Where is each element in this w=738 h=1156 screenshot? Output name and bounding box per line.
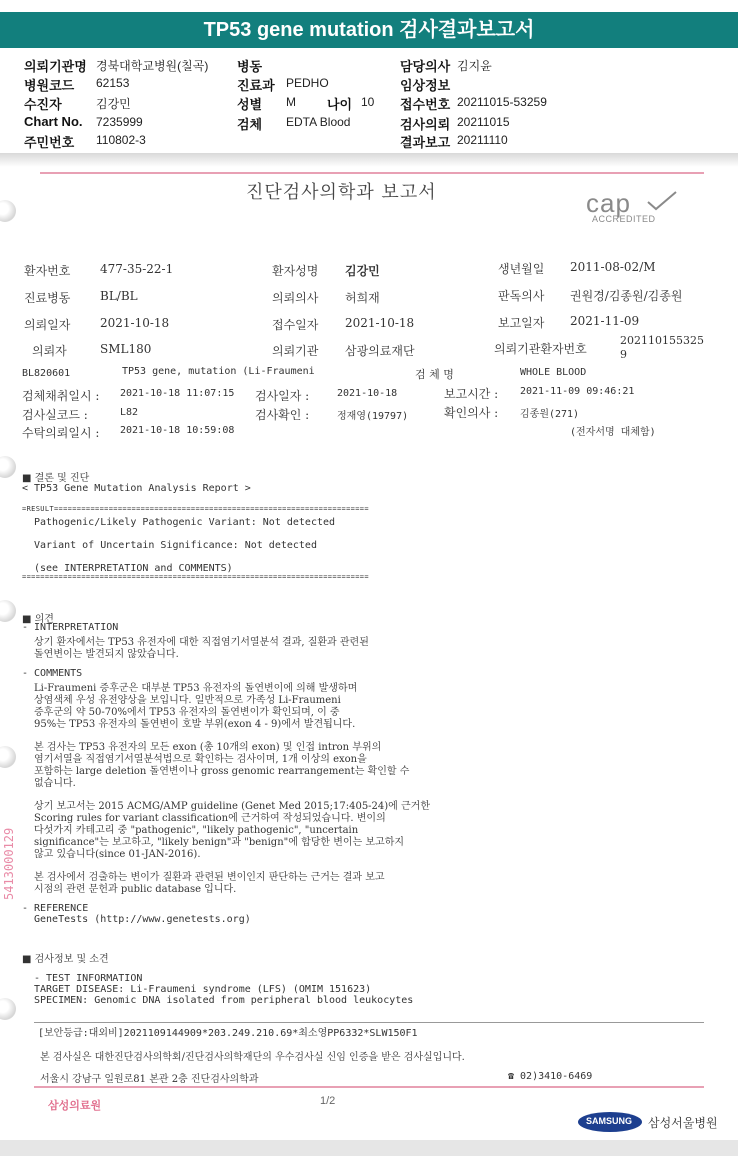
result-line: Pathogenic/Likely Pathogenic Variant: Not detected <box>34 517 336 528</box>
hospital-name: 삼성서울병원 <box>648 1116 718 1130</box>
lab-phone: ☎ 02)3410-6469 <box>508 1071 593 1082</box>
report-time-label: 보고시간 : <box>444 387 499 401</box>
patient-label: 의뢰기관환자번호 <box>494 342 587 356</box>
confirm-value: 정재영(19797) <box>337 411 409 422</box>
patient-value: 2021-11-09 <box>570 314 640 328</box>
header-label: 임상정보 <box>400 78 451 93</box>
guideline-line: 상기 보고서는 2015 ACMG/AMP guideline (Genet Med 2015;17:405-24)에 근거한 <box>34 801 430 812</box>
security-line: [보안등급:대외비]2021109144909*203.249.210.69*최소영PP6332*SLW150F1 <box>38 1028 418 1039</box>
reference-heading: - REFERENCE <box>22 903 89 914</box>
punch-hole <box>0 456 16 478</box>
report-banner <box>0 12 738 48</box>
checkmark-icon <box>646 190 678 212</box>
header-divider <box>0 153 738 167</box>
patient-label: 판독의사 <box>498 289 545 303</box>
patient-value: SML180 <box>100 342 152 356</box>
target-disease: TARGET DISEASE: Li-Fraumeni syndrome (LFS) (OMIM 151623) <box>34 984 372 995</box>
header-label: 나이 <box>327 97 353 112</box>
header-value: 62153 <box>96 76 130 90</box>
patient-value: 9 <box>620 348 627 361</box>
result-subtitle: < TP53 Gene Mutation Analysis Report > <box>22 483 251 494</box>
patient-value: BL/BL <box>100 289 138 303</box>
header-label: 진료과 <box>237 78 275 93</box>
header-label: 접수번호 <box>400 97 451 112</box>
patient-value: 202110155325 <box>620 334 704 347</box>
comment-line: 상염색체 우성 유전양상을 보입니다. 일반적으로 가족성 Li-Fraumeni <box>34 695 341 706</box>
header-value: 김강민 <box>96 97 131 111</box>
basis-line: 본 검사에서 검출하는 변이가 질환과 관련된 변이인지 판단하는 근거는 결과 보고 <box>34 872 385 883</box>
specimen-value: WHOLE BLOOD <box>520 367 587 378</box>
header-label: 검사의뢰 <box>400 117 451 132</box>
comment-line: 95%는 TP53 유전자의 돌연변이 호발 부위(exon 4 - 9)에서 발견됩니다. <box>34 719 356 730</box>
patient-label: 의뢰기관 <box>272 344 319 358</box>
recv-value: 2021-10-18 10:59:08 <box>120 425 235 436</box>
test-name: TP53 gene, mutation (Li-Fraumeni <box>122 366 315 377</box>
patient-label: 의뢰의사 <box>272 291 319 305</box>
request-header <box>0 52 738 152</box>
header-label: 의뢰기관명 <box>24 59 87 74</box>
header-value: 110802-3 <box>96 133 146 147</box>
header-value: 20211015 <box>457 115 510 129</box>
method-line: 염기서열을 직접염기서열분석법으로 확인하는 검사이며, 1개 이상의 exon을 <box>34 754 367 765</box>
header-value: M <box>286 95 296 109</box>
patient-label: 진료병동 <box>24 291 71 305</box>
header-label: 결과보고 <box>400 135 451 150</box>
exam-date-value: 2021-10-18 <box>337 388 398 399</box>
info-heading: ■ 검사정보 및 소견 <box>22 954 109 965</box>
result-rule-bottom: ============================================================================ <box>22 573 369 581</box>
header-label: 성별 <box>237 97 263 112</box>
certification-line: 본 검사실은 대한진단검사의학회/진단검사의학재단의 우수검사실 신임 인증을 받은 검사실입니다. <box>40 1052 465 1063</box>
samsung-logo-text: SAMSUNG <box>586 1116 633 1126</box>
header-label: 수진자 <box>24 97 62 112</box>
comment-line: Li-Fraumeni 증후군은 대부분 TP53 유전자의 돌연변이에 의해 발생하며 <box>34 683 358 694</box>
opinion-heading: ■ 의견 <box>22 614 54 625</box>
patient-label: 환자번호 <box>24 264 71 278</box>
patient-value: 삼광의료재단 <box>345 344 415 358</box>
interpretation-line: 돌연변이는 발견되지 않았습니다. <box>34 649 179 660</box>
top-pink-line <box>40 172 704 174</box>
page-number: 1/2 <box>320 1095 336 1107</box>
page-bottom-bar <box>0 1140 738 1156</box>
side-document-number: 5413000129 <box>2 827 16 900</box>
patient-label: 생년월일 <box>498 262 545 276</box>
specimen-info: SPECIMEN: Genomic DNA isolated from peripheral blood leukocytes <box>34 995 414 1006</box>
footer-brand: 삼성의료원 <box>48 1100 102 1112</box>
patient-value: 권원경/김종원/김종원 <box>570 289 683 303</box>
header-value: EDTA Blood <box>286 115 351 129</box>
banner-title: TP53 gene mutation 검사결과보고서 <box>203 19 535 41</box>
guideline-line: significance"는 보고하고, "likely benign"과 "benign"에 합당한 변이는 보고하지 <box>34 837 405 848</box>
guideline-line: 않고 있습니다(since 01-JAN-2016). <box>34 849 201 860</box>
collect-label: 검체채취일시 : <box>22 389 100 403</box>
cap-logo <box>586 190 686 226</box>
specimen-label: 검 체 명 <box>415 368 454 381</box>
doctor-label: 확인의사 : <box>444 406 499 420</box>
basis-line: 시점의 관련 문헌과 public database 입니다. <box>34 884 237 895</box>
result-line: (see INTERPRETATION and COMMENTS) <box>34 563 233 574</box>
test-code: BL820601 <box>22 368 71 379</box>
room-label: 검사실코드 : <box>22 408 88 422</box>
cap-accredited: ACCREDITED <box>592 214 656 224</box>
guideline-line: Scoring rules for variant classification에 근거하여 작성되었습니다. 변이의 <box>34 813 386 824</box>
cap-logo-text: cap <box>586 188 631 218</box>
result-section-heading: ■ 결론 및 진단 <box>22 473 90 484</box>
patient-value: 2011-08-02/M <box>570 260 656 274</box>
collect-value: 2021-10-18 11:07:15 <box>120 388 235 399</box>
patient-value: 김강민 <box>345 264 380 278</box>
reference-link: GeneTests (http://www.genetests.org) <box>34 914 251 925</box>
interpretation-line: 상기 환자에서는 TP53 유전자에 대한 직접염기서열분석 결과, 질환과 관련된 <box>34 637 369 648</box>
punch-hole <box>0 998 16 1020</box>
comment-line: 증후군의 약 50-70%에서 TP53 유전자의 돌연변이가 확인되며, 이 중 <box>34 707 340 718</box>
lab-address: 서울시 강남구 일원로81 본관 2층 진단검사의학과 <box>40 1074 259 1085</box>
room-value: L82 <box>120 407 139 418</box>
recv-label: 수탁의뢰일시 : <box>22 426 100 440</box>
patient-label: 접수일자 <box>272 318 319 332</box>
header-value: 7235999 <box>96 115 143 129</box>
result-rule-top: =RESULT===================================================================== <box>22 505 369 513</box>
patient-label: 환자성명 <box>272 264 319 278</box>
confirm-label: 검사확인 : <box>255 408 310 422</box>
header-value: 김지윤 <box>457 59 492 73</box>
report-title: 진단검사의학과 보고서 <box>246 182 437 203</box>
doctor-value: 김종원(271) <box>520 409 580 420</box>
patient-value: 477-35-22-1 <box>100 262 174 276</box>
esign-note: (전자서명 대체함) <box>570 427 656 438</box>
patient-value: 허희재 <box>345 291 380 305</box>
scanned-report <box>0 168 738 1140</box>
patient-label: 의뢰자 <box>32 344 67 358</box>
patient-value: 2021-10-18 <box>100 316 170 330</box>
method-line: 없습니다. <box>34 778 76 789</box>
header-value: 10 <box>361 95 375 109</box>
result-line: Variant of Uncertain Significance: Not detected <box>34 540 317 551</box>
header-label: 병원코드 <box>24 78 75 93</box>
header-value: 경북대학교병원(칠곡) <box>96 59 209 73</box>
header-value: PEDHO <box>286 76 329 90</box>
header-label: 주민번호 <box>24 135 75 150</box>
guideline-line: 다섯가지 카테고리 중 "pathogenic", "likely pathogenic", "uncertain <box>34 825 359 836</box>
method-line: 본 검사는 TP53 유전자의 모든 exon (총 10개의 exon) 및 인접 intron 부위의 <box>34 742 382 753</box>
footer-divider <box>34 1022 704 1023</box>
header-label: 담당의사 <box>400 59 451 74</box>
punch-hole <box>0 746 16 768</box>
exam-date-label: 검사일자 : <box>255 389 310 403</box>
report-time-value: 2021-11-09 09:46:21 <box>520 386 635 397</box>
patient-label: 의뢰일자 <box>24 318 71 332</box>
punch-hole <box>0 600 16 622</box>
bottom-pink-line <box>34 1086 704 1088</box>
header-label: Chart No. <box>24 114 83 129</box>
interpretation-heading: - INTERPRETATION <box>22 622 119 633</box>
header-value: 20211110 <box>457 133 508 147</box>
patient-value: 2021-10-18 <box>345 316 415 330</box>
test-info-heading: - TEST INFORMATION <box>34 973 143 984</box>
method-line: 포함하는 large deletion 돌연변이나 gross genomic rearrangement는 확인할 수 <box>34 766 410 777</box>
header-value: 20211015-53259 <box>457 95 547 109</box>
comments-heading: - COMMENTS <box>22 668 83 679</box>
patient-label: 보고일자 <box>498 316 545 330</box>
header-label: 병동 <box>237 59 263 74</box>
header-label: 검체 <box>237 117 263 132</box>
punch-hole <box>0 200 16 222</box>
